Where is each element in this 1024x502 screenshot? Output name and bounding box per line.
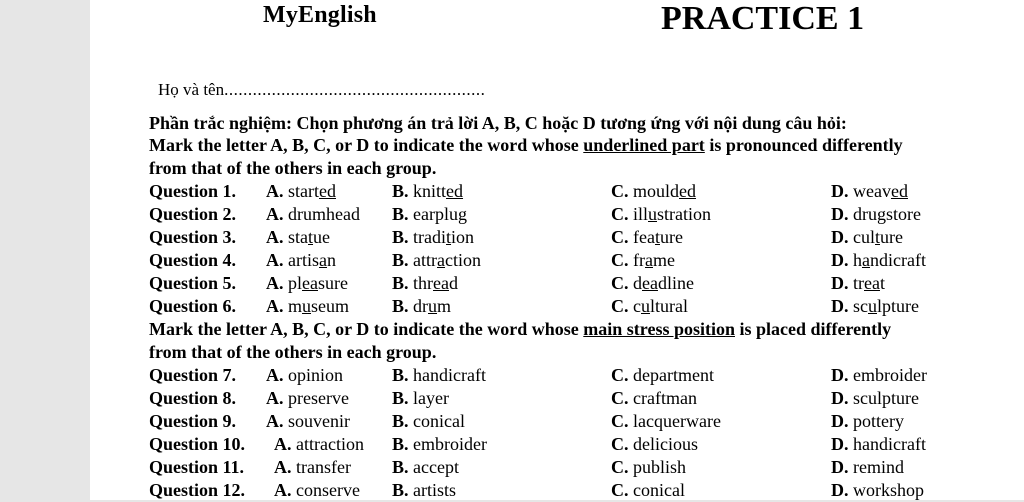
option-letter: B.: [392, 457, 409, 477]
option-letter: B.: [392, 296, 409, 316]
option-letter: A.: [274, 434, 292, 454]
word-underlined-part: u: [641, 296, 650, 316]
option-letter: A.: [266, 296, 284, 316]
word-part: ure: [660, 227, 683, 247]
option-word: delicious: [633, 434, 698, 454]
word-underlined-part: t: [654, 227, 660, 247]
option-letter: D.: [831, 204, 849, 224]
question-label: Question 5.: [149, 273, 237, 293]
question-label: Question 4.: [149, 250, 237, 270]
option-a: [266, 180, 336, 203]
word-part: tradi: [413, 227, 447, 247]
option-letter: A.: [266, 411, 284, 431]
option-letter: B.: [392, 365, 409, 385]
option-letter: C.: [611, 273, 629, 293]
option-letter: A.: [266, 181, 284, 201]
name-dots: .......................................................: [224, 80, 486, 99]
question-row: [149, 180, 1009, 203]
option-letter: C.: [611, 480, 629, 500]
option-letter: C.: [611, 411, 629, 431]
option-letter: D.: [831, 457, 849, 477]
option-d: [831, 203, 921, 226]
option-word: pottery: [853, 411, 904, 431]
word-part: ure: [880, 227, 903, 247]
word-part: drumhead: [288, 204, 360, 224]
word-part: m: [288, 296, 303, 316]
question-label: Question 3.: [149, 227, 237, 247]
option-letter: C.: [611, 296, 629, 316]
instruction-text: is placed differently: [734, 319, 892, 339]
question-row: [149, 387, 1009, 410]
word-part: artis: [288, 250, 319, 270]
word-part: ndicraft: [870, 250, 926, 270]
word-part: d: [633, 273, 642, 293]
option-letter: C.: [611, 204, 629, 224]
option-c: [611, 203, 711, 226]
section-heading: Phần trắc nghiệm: Chọn phương án trả lời A, B, C hoặc D tương ứng với nội dung câu hỏi:: [149, 113, 847, 133]
question-label: Question 12.: [149, 480, 246, 500]
option-a: [274, 479, 360, 502]
option-d: [831, 479, 924, 502]
option-a: [266, 387, 349, 410]
option-word: embroider: [413, 434, 487, 454]
question-row: [149, 272, 1009, 295]
option-c: [611, 433, 698, 456]
option-letter: C.: [611, 250, 629, 270]
word-part: h: [853, 250, 862, 270]
option-word: transfer: [296, 457, 351, 477]
word-underlined-part: u: [648, 204, 658, 224]
question-row: [149, 364, 1009, 387]
question-label: Question 7.: [149, 365, 237, 385]
option-word: workshop: [853, 480, 924, 500]
option-word: craftman: [633, 388, 697, 408]
word-underlined-part: a: [319, 250, 327, 270]
option-b: [392, 410, 465, 433]
option-letter: D.: [831, 296, 849, 316]
question-label: Question 2.: [149, 204, 237, 224]
option-letter: B.: [392, 204, 409, 224]
option-a: [274, 433, 364, 456]
instruction-text: Mark the letter A, B, C, or D to indicate the word whose: [149, 135, 584, 155]
option-letter: B.: [392, 250, 409, 270]
word-part: stration: [657, 204, 712, 224]
option-a: [266, 203, 360, 226]
option-a: [266, 272, 348, 295]
question-row: [149, 479, 1009, 502]
word-underlined-part: a: [862, 250, 870, 270]
instruction-underlined: main stress position: [583, 319, 735, 339]
option-letter: C.: [611, 388, 629, 408]
word-underlined-part: ea: [864, 273, 880, 293]
word-underlined-part: ed: [679, 181, 697, 201]
option-letter: D.: [831, 273, 849, 293]
instruction-pronunciation: [149, 134, 1009, 180]
option-word: remind: [853, 457, 904, 477]
option-b: [392, 295, 451, 318]
option-b: [392, 479, 456, 502]
option-letter: A.: [274, 457, 292, 477]
question-label: Question 8.: [149, 388, 237, 408]
word-underlined-part: ea: [302, 273, 318, 293]
instruction-text: from that of the others in each group.: [149, 342, 437, 362]
option-letter: C.: [611, 227, 629, 247]
option-c: [611, 410, 721, 433]
option-word: preserve: [288, 388, 349, 408]
word-part: ill: [633, 204, 649, 224]
word-part: start: [288, 181, 319, 201]
option-word: artists: [413, 480, 457, 500]
word-part: knitt: [413, 181, 447, 201]
word-part: ue: [313, 227, 331, 247]
word-part: d: [449, 273, 458, 293]
word-part: m: [437, 296, 452, 316]
question-label: Question 1.: [149, 181, 237, 201]
word-part: ction: [445, 250, 482, 270]
instruction-text: is pronounced differently: [704, 135, 903, 155]
option-b: [392, 387, 449, 410]
option-letter: A.: [266, 204, 284, 224]
option-d: [831, 433, 926, 456]
option-c: [611, 479, 685, 502]
name-field: [158, 80, 485, 100]
option-b: [392, 180, 463, 203]
word-part: mould: [633, 181, 680, 201]
practice-title: PRACTICE 1: [661, 0, 865, 37]
option-word: conical: [413, 411, 465, 431]
option-d: [831, 456, 904, 479]
option-letter: D.: [831, 411, 849, 431]
question-label: Question 10.: [149, 434, 246, 454]
word-underlined-part: ed: [890, 181, 908, 201]
option-word: lacquerware: [633, 411, 721, 431]
option-letter: C.: [611, 434, 629, 454]
option-word: publish: [633, 457, 687, 477]
word-underlined-part: ea: [433, 273, 449, 293]
word-underlined-part: u: [428, 296, 438, 316]
option-word: conserve: [296, 480, 360, 500]
word-part: pl: [288, 273, 303, 293]
instruction-text: Mark the letter A, B, C, or D to indicate the word whose: [149, 319, 584, 339]
option-b: [392, 364, 486, 387]
word-part: seum: [311, 296, 350, 316]
option-b: [392, 272, 458, 295]
option-a: [266, 364, 343, 387]
option-a: [266, 295, 349, 318]
option-word: conical: [633, 480, 685, 500]
option-letter: D.: [831, 250, 849, 270]
option-a: [266, 410, 350, 433]
word-part: dline: [657, 273, 694, 293]
option-letter: A.: [266, 250, 284, 270]
word-part: drugstore: [853, 204, 921, 224]
instruction-stress: [149, 318, 1009, 364]
option-c: [611, 387, 697, 410]
option-c: [611, 249, 675, 272]
word-underlined-part: u: [302, 296, 312, 316]
word-part: t: [879, 273, 885, 293]
word-underlined-part: u: [868, 296, 877, 316]
word-part: ltural: [650, 296, 688, 316]
option-d: [831, 249, 926, 272]
option-letter: C.: [611, 365, 629, 385]
option-d: [831, 364, 927, 387]
option-d: [831, 295, 919, 318]
option-c: [611, 272, 694, 295]
option-word: handicraft: [413, 365, 486, 385]
option-letter: B.: [392, 388, 409, 408]
word-underlined-part: a: [645, 250, 653, 270]
word-underlined-part: ed: [319, 181, 336, 201]
word-part: lpture: [877, 296, 919, 316]
option-d: [831, 272, 885, 295]
question-row: [149, 295, 1009, 318]
option-word: sculpture: [853, 388, 919, 408]
option-b: [392, 203, 467, 226]
option-word: souvenir: [288, 411, 350, 431]
option-c: [611, 180, 696, 203]
instruction-underlined: underlined part: [583, 135, 705, 155]
option-word: accept: [413, 457, 459, 477]
question-label: Question 6.: [149, 296, 237, 316]
word-underlined-part: t: [308, 227, 314, 247]
option-b: [392, 226, 474, 249]
word-part: cul: [853, 227, 875, 247]
option-d: [831, 226, 903, 249]
option-word: embroider: [853, 365, 927, 385]
word-part: sta: [288, 227, 308, 247]
question-row: [149, 456, 1009, 479]
brand-title: MyEnglish: [263, 2, 377, 28]
option-letter: D.: [831, 227, 849, 247]
option-letter: B.: [392, 181, 409, 201]
option-b: [392, 249, 481, 272]
option-letter: D.: [831, 480, 849, 500]
question-row: [149, 203, 1009, 226]
word-part: dr: [413, 296, 429, 316]
option-letter: D.: [831, 365, 849, 385]
option-d: [831, 387, 919, 410]
word-part: me: [653, 250, 675, 270]
option-letter: A.: [266, 365, 284, 385]
option-letter: B.: [392, 480, 409, 500]
option-letter: B.: [392, 273, 409, 293]
word-underlined-part: t: [446, 227, 452, 247]
option-letter: B.: [392, 227, 409, 247]
option-word: handicraft: [853, 434, 926, 454]
option-a: [266, 226, 330, 249]
word-part: tr: [853, 273, 864, 293]
word-part: n: [327, 250, 336, 270]
option-letter: A.: [266, 388, 284, 408]
option-d: [831, 410, 904, 433]
option-letter: D.: [831, 388, 849, 408]
word-part: attr: [413, 250, 438, 270]
option-c: [611, 364, 714, 387]
question-row: [149, 433, 1009, 456]
question-row: [149, 226, 1009, 249]
option-word: opinion: [288, 365, 344, 385]
option-letter: C.: [611, 181, 629, 201]
option-letter: A.: [266, 273, 284, 293]
word-part: sc: [853, 296, 868, 316]
word-underlined-part: ed: [446, 181, 464, 201]
word-part: fea: [633, 227, 655, 247]
word-underlined-part: ea: [642, 273, 658, 293]
name-label: Họ và tên: [158, 80, 225, 99]
word-underlined-part: a: [437, 250, 446, 270]
word-part: fr: [633, 250, 645, 270]
word-part: thr: [413, 273, 434, 293]
word-part: c: [633, 296, 641, 316]
option-b: [392, 433, 487, 456]
option-letter: D.: [831, 434, 849, 454]
instruction-text: from that of the others in each group.: [149, 158, 437, 178]
option-letter: C.: [611, 457, 629, 477]
option-letter: B.: [392, 411, 409, 431]
word-underlined-part: t: [875, 227, 881, 247]
option-b: [392, 456, 459, 479]
word-part: earplug: [413, 204, 467, 224]
option-c: [611, 456, 686, 479]
word-part: weav: [853, 181, 891, 201]
option-a: [266, 249, 336, 272]
question-label: Question 11.: [149, 457, 245, 477]
option-word: layer: [413, 388, 449, 408]
option-d: [831, 180, 908, 203]
question-row: [149, 410, 1009, 433]
option-letter: A.: [266, 227, 284, 247]
option-c: [611, 226, 683, 249]
option-a: [274, 456, 351, 479]
option-word: attraction: [296, 434, 364, 454]
question-label: Question 9.: [149, 411, 237, 431]
option-letter: B.: [392, 434, 409, 454]
option-word: department: [633, 365, 714, 385]
option-letter: D.: [831, 181, 849, 201]
option-c: [611, 295, 688, 318]
word-part: ion: [451, 227, 475, 247]
question-row: [149, 249, 1009, 272]
option-letter: A.: [274, 480, 292, 500]
word-part: sure: [318, 273, 348, 293]
